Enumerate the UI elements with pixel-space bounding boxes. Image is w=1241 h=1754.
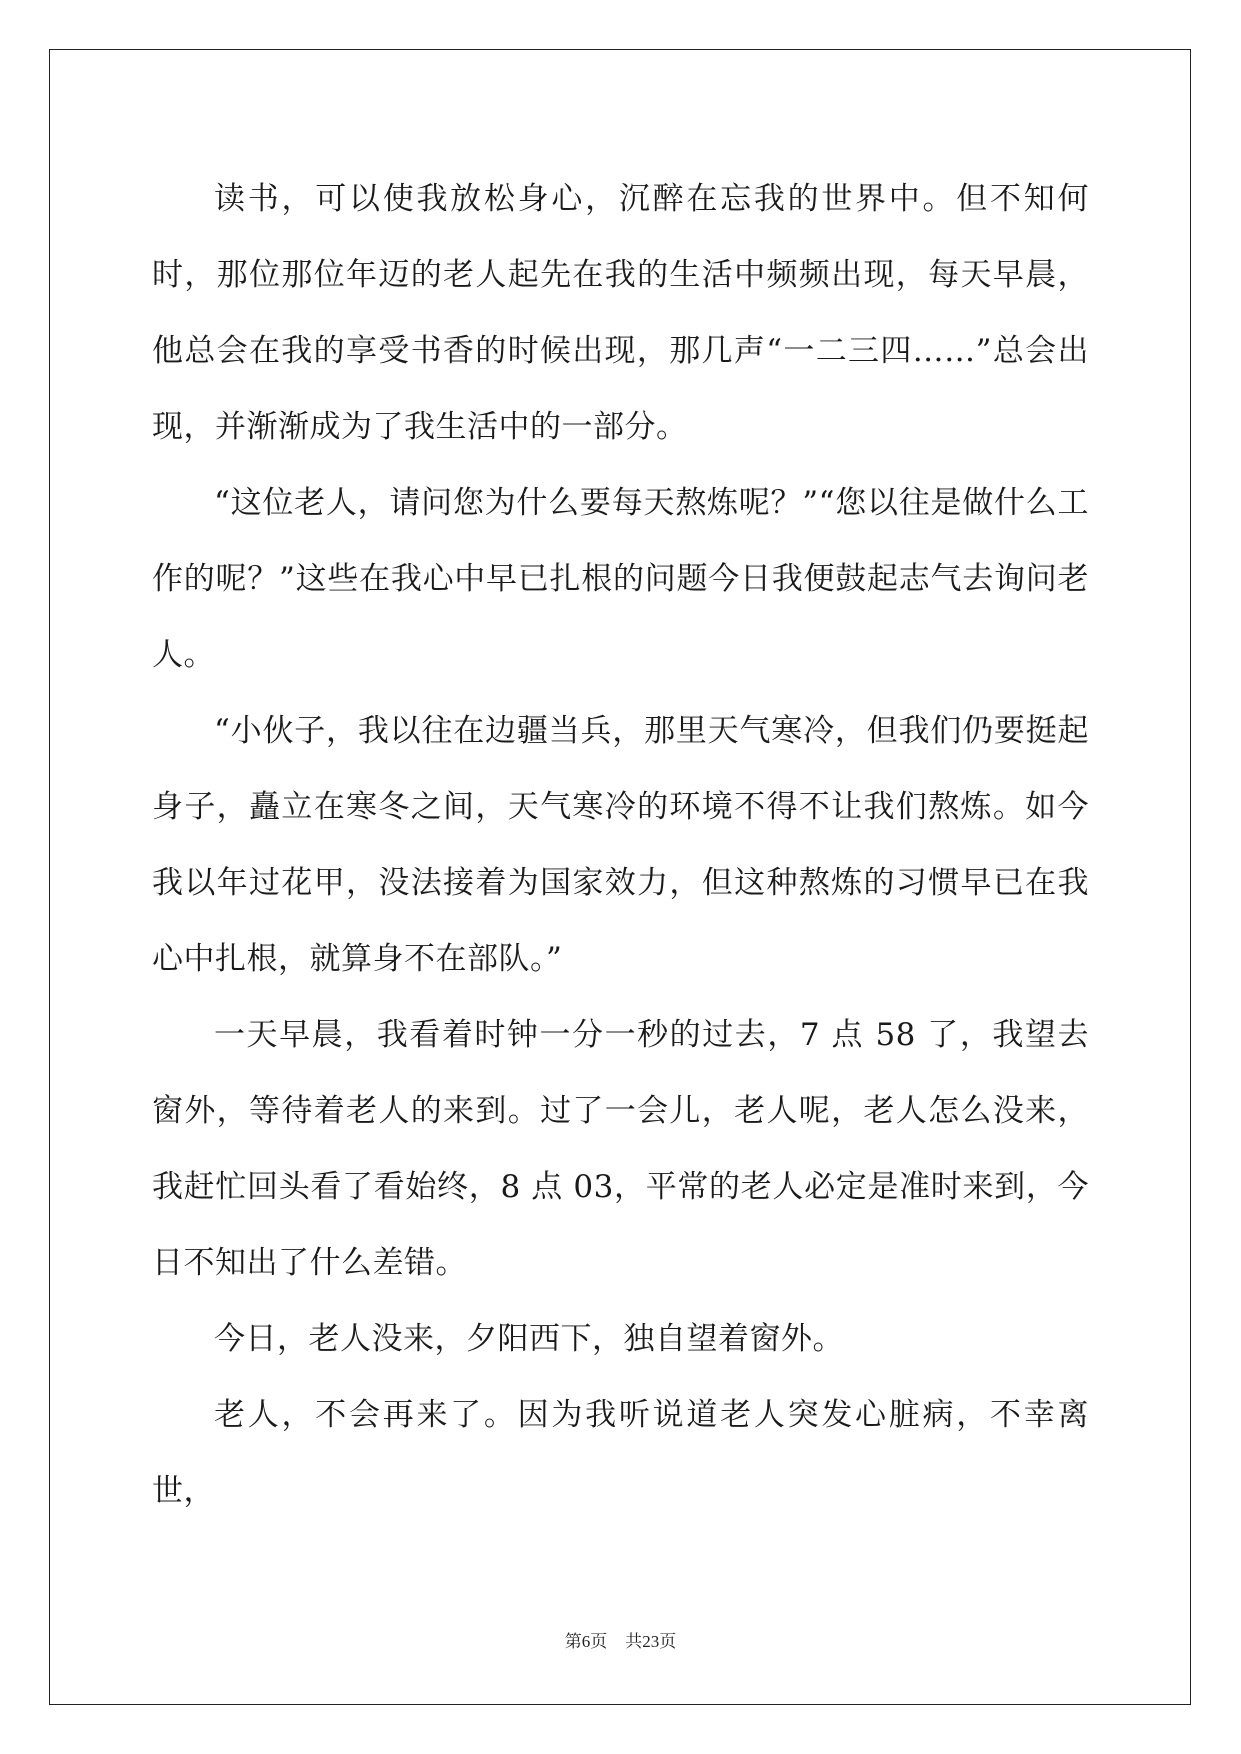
paragraph-6: 老人，不会再来了。因为我听说道老人突发心脏病，不幸离世， [152, 1397, 1089, 1509]
footer-page-number: 6 [581, 1632, 591, 1651]
paragraph-4: 一天早晨，我看着时钟一分一秒的过去，7 点 58 了，我望去窗外，等待着老人的来到。过了一会儿，老人呢，老人怎么没来，我赶忙回头看了看始终，8 点 03，平常的老人必定是准时来到，今日不知出了什么差错。 [152, 1017, 1089, 1281]
paragraph-1: 读书，可以使我放松身心，沉醉在忘我的世界中。但不知何时，那位那位年迈的老人起先在我的生活中频频出现，每天早晨，他总会在我的享受书香的时候出现，那几声“一二三四……”总会出现，并渐渐成为了我生活中的一部分。 [152, 181, 1089, 445]
document-body [152, 161, 1089, 1529]
page-footer [0, 1630, 1241, 1654]
paragraph-5: 今日，老人没来，夕阳西下，独自望着窗外。 [214, 1321, 844, 1357]
footer-total-prefix: 共 [625, 1632, 643, 1652]
footer-total-pages: 23 [642, 1632, 660, 1651]
footer-total-suffix: 页 [659, 1632, 677, 1652]
footer-page-suffix: 页 [590, 1632, 608, 1652]
paragraph-2: “这位老人，请问您为什么要每天熬炼呢？”“您以往是做什么工作的呢？”这些在我心中早已扎根的问题今日我便鼓起志气去询问老人。 [152, 485, 1089, 673]
paragraph-3: “小伙子，我以往在边疆当兵，那里天气寒冷，但我们仍要挺起身子，矗立在寒冬之间，天气寒冷的环境不得不让我们熬炼。如今我以年过花甲，没法接着为国家效力，但这种熬炼的习惯早已在我心中扎根，就算身不在部队。” [152, 713, 1089, 977]
footer-page-prefix: 第 [564, 1632, 582, 1652]
